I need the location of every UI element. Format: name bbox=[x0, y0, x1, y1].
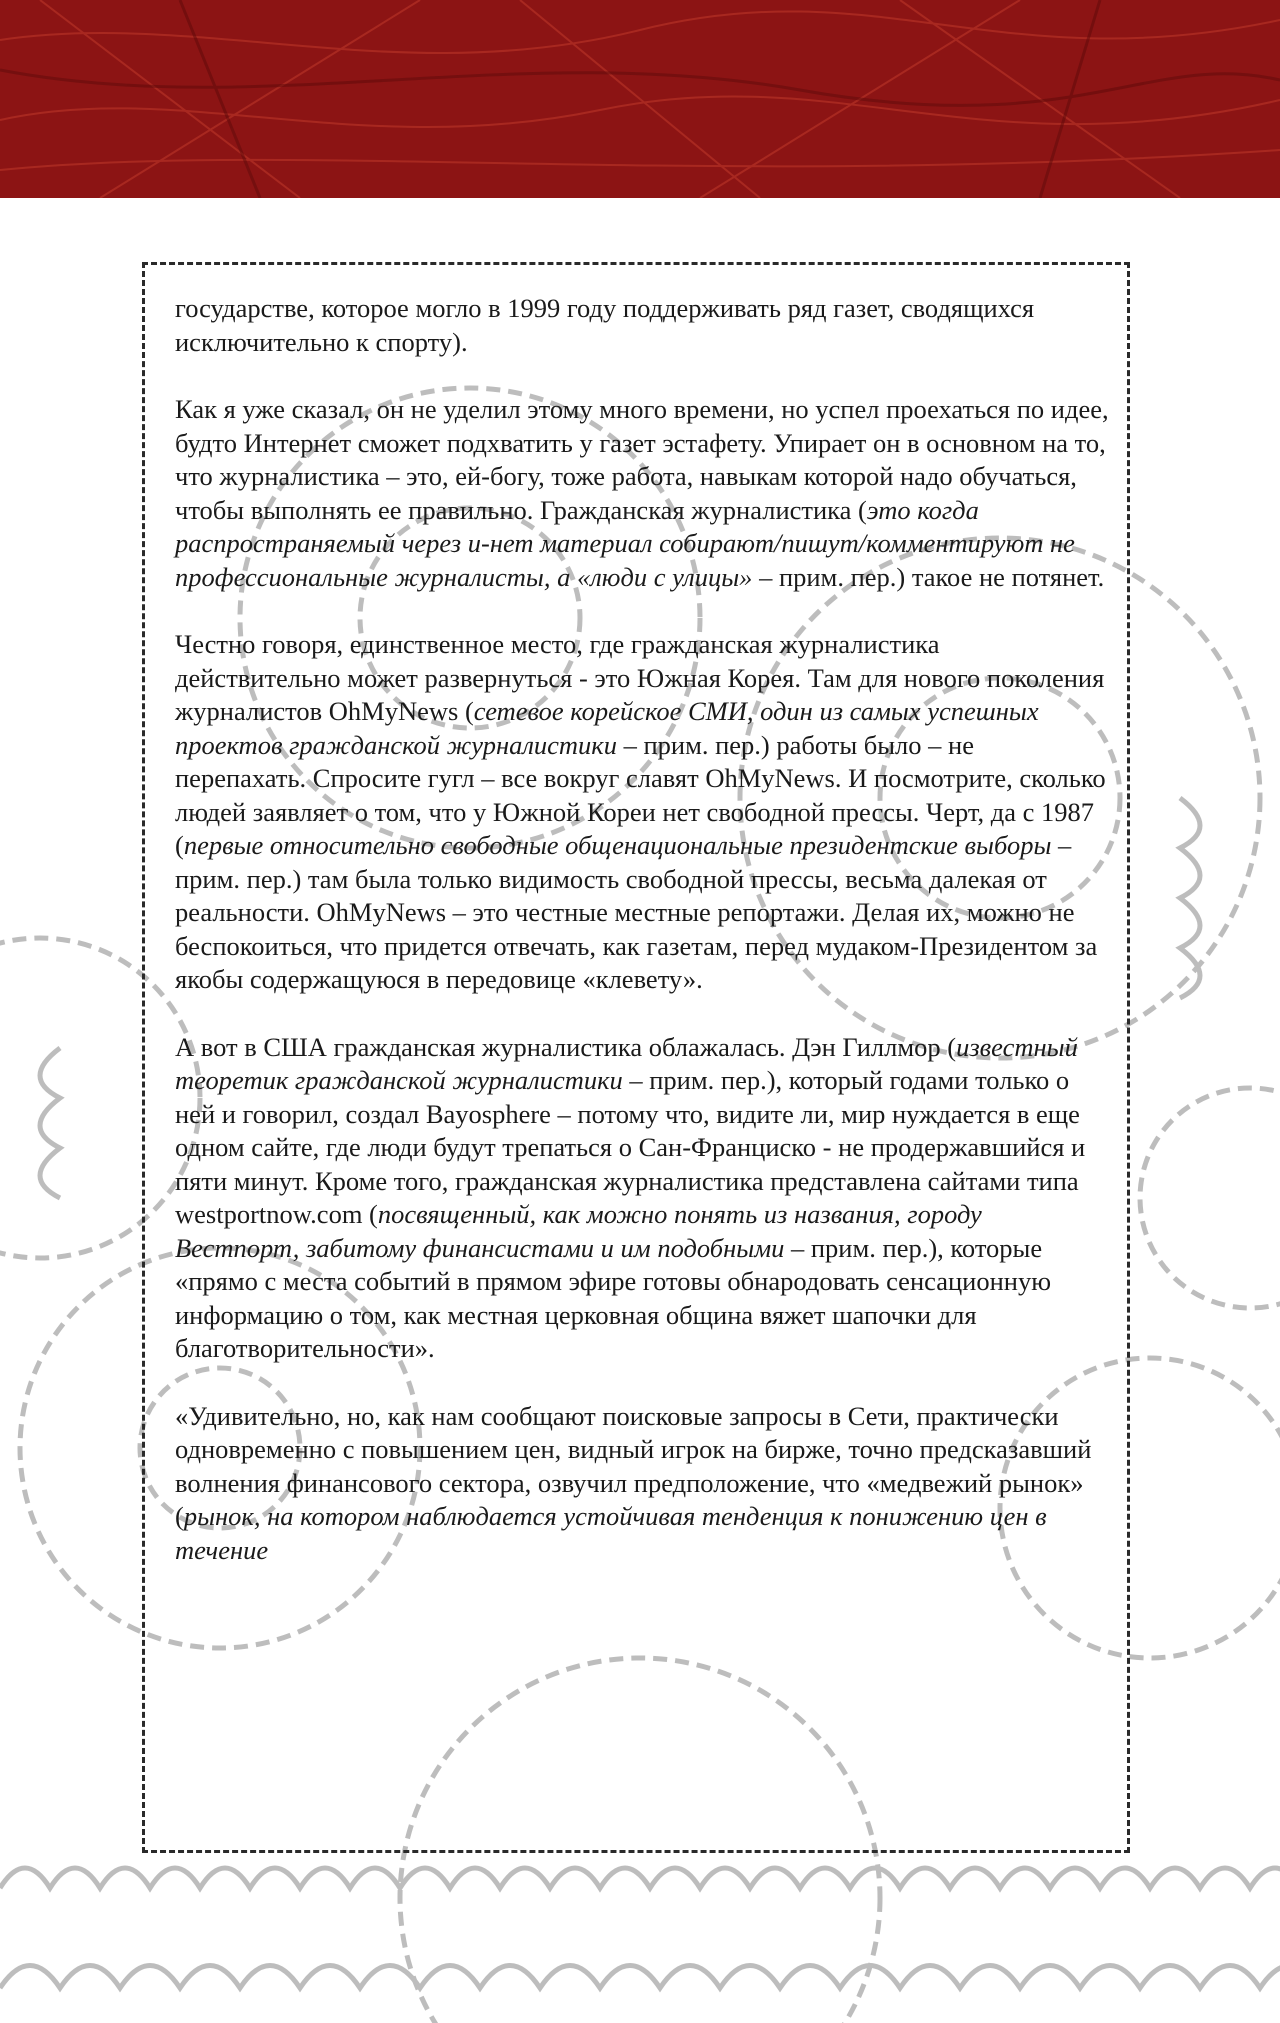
paragraph-text: – прим. пер.), который годами только о ней и говорил, создал Bayosphere – потому что, видите ли, мир нуждается в еще одном сайте, где люди будут трепаться о Сан-Франциско - не продержавшийся и пяти минут. Кроме того, гражданская журналистика представлена сайтами типа westportnow.com ( bbox=[175, 1065, 1086, 1229]
paragraph-text: – прим. пер.) работы было – не перепахать. Спросите гугл – все вокруг славят OhMyNews. И посмотрите, сколько людей заявляет о том, что у Южной Кореи нет свободной прессы. Черт, да с 1987 ( bbox=[175, 729, 1106, 860]
paragraph-text: Честно говоря, единственное место, где гражданская журналистика действительно может развернуться - это Южная Корея. Там для нового поколения журналистов OhMyNews ( bbox=[175, 629, 1105, 726]
paragraph bbox=[175, 393, 1110, 594]
paragraph-text: – прим. пер.) такое не потянет. bbox=[752, 561, 1105, 592]
translator-note: рынок, на котором наблюдается устойчивая тенденция к понижению цен в течение bbox=[175, 1501, 1047, 1565]
paragraph bbox=[175, 628, 1110, 997]
translator-note: посвященный, как можно понять из названия, городу Вестпорт, забитому финансистами и им подобными bbox=[175, 1199, 982, 1263]
paragraph-text: – прим. пер.), которые «прямо с места событий в прямом эфире готовы обнародовать сенсационную информацию о том, как местная церковная община вяжет шапочки для благотворительности». bbox=[175, 1232, 1052, 1363]
scratch-texture bbox=[0, 0, 1280, 198]
translator-note: это когда распространяемый через и-нет материал собирают/пишут/комментируют не профессиональные журналисты, а «люди с улицы» bbox=[175, 494, 1075, 592]
paragraph-text: А вот в США гражданская журналистика облажалась. Дэн Гиллмор ( bbox=[175, 1031, 957, 1062]
translator-note: известный теоретик гражданской журналистики bbox=[175, 1031, 1078, 1095]
translator-note: первые относительно свободные общенациональные президентские выборы bbox=[183, 830, 1052, 860]
paragraph-text: государстве, которое могло в 1999 году поддерживать ряд газет, сводящихся исключительно к спорту). bbox=[175, 293, 1035, 357]
paragraph-text: – прим. пер.) там была только видимость свободной прессы, весьма далекая от реальности. OhMyNews – это честные местные репортажи. Делая их, можно не беспокоиться, что придется отвечать, как газетам, перед мудаком-Президентом за якобы содержащуюся в передовице «клевету». bbox=[175, 830, 1098, 994]
article-text bbox=[175, 292, 1110, 1601]
paragraph bbox=[175, 1400, 1110, 1568]
translator-note: сетевое корейское СМИ, один из самых успешных проектов гражданской журналистики bbox=[175, 696, 1039, 760]
red-texture-banner bbox=[0, 0, 1280, 198]
paragraph-text: «Удивительно, но, как нам сообщают поисковые запросы в Сети, практически одновременно с повышением цен, видный игрок на бирже, точно предсказавший волнения финансового сектора, озвучил предположение, что «медвежий рынок» ( bbox=[175, 1400, 1092, 1531]
paragraph-text: Как я уже сказал, он не уделил этому много времени, но успел проехаться по идее, будто Интернет сможет подхватить у газет эстафету. Упирает он в основном на то, что журналистика – это, ей-богу, тоже работа, навыкам которой надо обучаться, чтобы выполнять ее правильно. Гражданская журналистика ( bbox=[175, 394, 1109, 525]
paragraph bbox=[175, 292, 1110, 359]
paragraph bbox=[175, 1031, 1110, 1366]
